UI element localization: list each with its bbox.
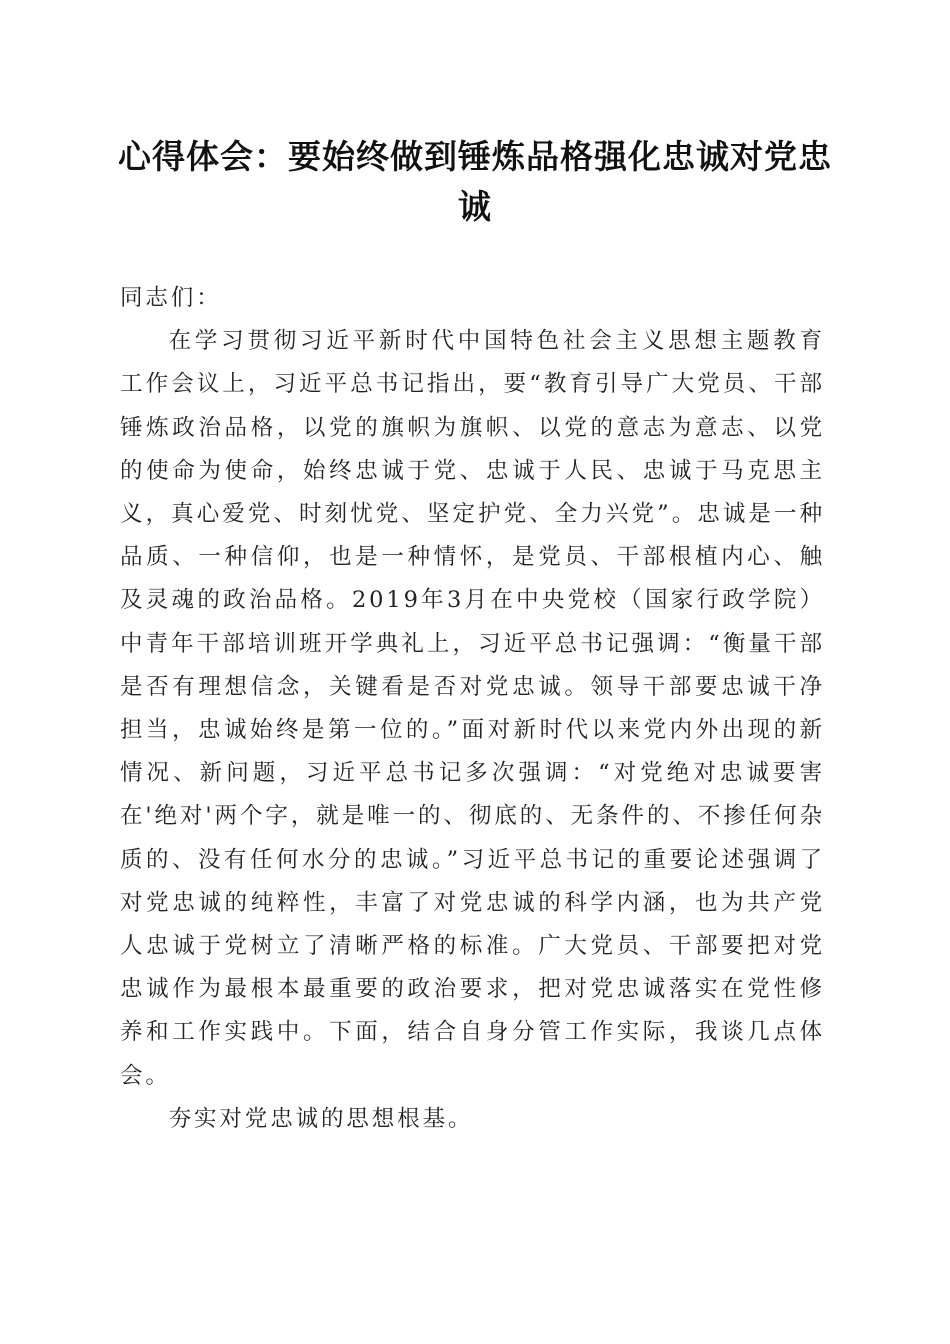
document-body bbox=[120, 277, 825, 1141]
salutation: 同志们： bbox=[120, 285, 222, 311]
section-heading: 夯实对党忠诚的思想根基。 bbox=[168, 1105, 474, 1132]
document-title: 心得体会：要始终做到锤炼品格强化忠诚对党忠诚 bbox=[118, 137, 832, 226]
body-paragraph: 在学习贯彻习近平新时代中国特色社会主义思想主题教育工作会议上，习近平总书记指出，要“教育引导广大党员、干部锤炼政治品格，以党的旗帜为旗帜、以党的意志为意志、以党的使命为使命，始终忠诚于党、忠诚于人民、忠诚于马克思主义，真心爱党、时刻忧党、坚定护党、全力兴党”。忠诚是一种品质、一种信仰，也是一种情怀，是党员、干部根植内心、触及灵魂的政治品格。2019年3月在中央党校（国家行政学院）中青年干部培训班开学典礼上，习近平总书记强调：“衡量干部是否有理想信念，关键看是否对党忠诚。领导干部要忠诚干净担当，忠诚始终是第一位的。”面对新时代以来党内外出现的新情况、新问题，习近平总书记多次强调：“对党绝对忠诚要害在'绝对'两个字，就是唯一的、彻底的、无条件的、不掺任何杂质的、没有任何水分的忠诚。”习近平总书记的重要论述强调了对党忠诚的纯粹性，丰富了对党忠诚的科学内涵，也为共产党人忠诚于党树立了清晰严格的标准。广大党员、干部要把对党忠诚作为最根本最重要的政治要求，把对党忠诚落实在党性修养和工作实践中。下面，结合自身分管工作实际，我谈几点体会。 bbox=[120, 328, 825, 1089]
